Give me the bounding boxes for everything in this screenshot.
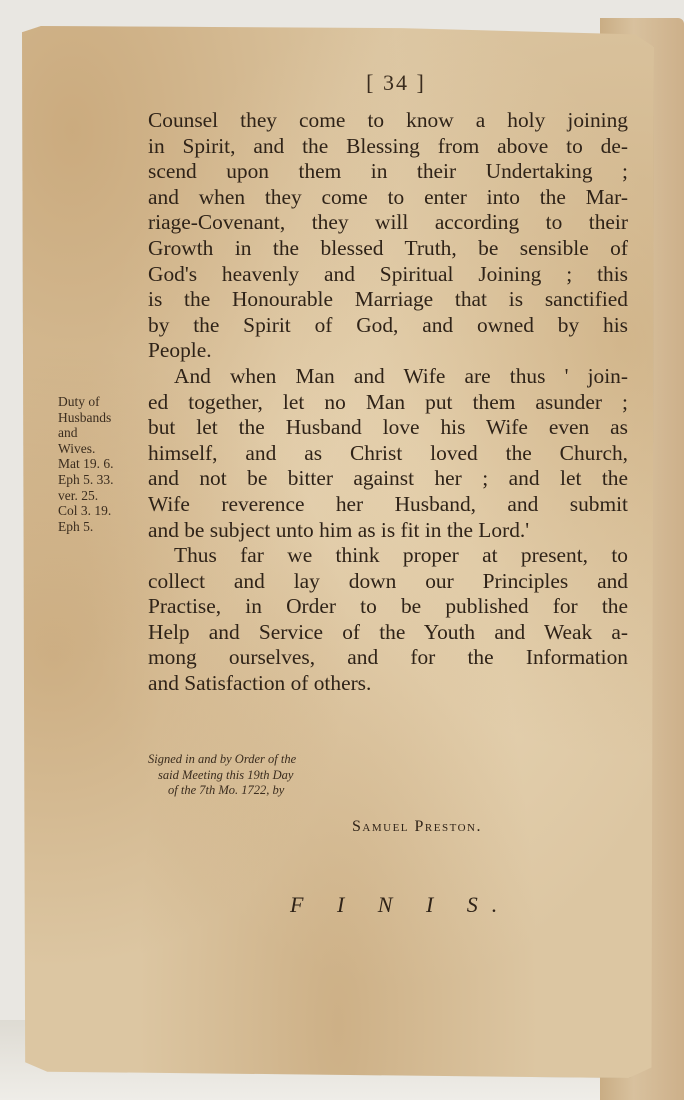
- text-line: himself, and as Christ loved the Church,: [148, 440, 628, 465]
- text-line: Growth in the blessed Truth, be sensible of: [148, 235, 628, 260]
- signature-line: Signed in and by Order of the: [148, 752, 297, 766]
- text-line: Thus far we think proper at present, to: [174, 543, 628, 568]
- text-line: and not be bitter against her ; and let the: [148, 466, 628, 491]
- text-line: and be subject unto him as is fit in the Lord.': [148, 517, 530, 542]
- text-line: by the Spirit of God, and owned by his: [148, 312, 628, 337]
- text-line: Wife reverence her Husband, and submit: [148, 491, 628, 516]
- signature-line: of the 7th Mo. 1722, by: [168, 783, 285, 797]
- signature-line: said Meeting this 19th Day: [158, 767, 294, 782]
- text-line: is the Honourable Marriage that is sanctified: [148, 287, 628, 312]
- text-line: scend upon them in their Undertaking ;: [148, 159, 628, 184]
- text-line: People.: [148, 338, 212, 363]
- margin-note-line: Husbands: [58, 409, 112, 425]
- text-line: but let the Husband love his Wife even as: [148, 415, 628, 440]
- body-text: [148, 108, 628, 697]
- text-line: and when they come to enter into the Mar-: [148, 184, 628, 209]
- text-line: And when Man and Wife are thus ' join-: [174, 363, 628, 388]
- margin-note-line: Eph 5. 33.: [58, 471, 114, 487]
- text-line: riage-Covenant, they will according to their: [148, 210, 628, 235]
- text-line: ed together, let no Man put them asunder ;: [148, 389, 628, 414]
- margin-note: [58, 394, 148, 534]
- signature-note: [148, 752, 388, 799]
- margin-note-line: Eph 5.: [58, 518, 94, 534]
- text-line: in Spirit, and the Blessing from above to de-: [148, 133, 628, 158]
- margin-note-line: ver. 25.: [58, 487, 99, 503]
- margin-note-line: Duty of: [58, 394, 100, 409]
- page-number: [ 34 ]: [366, 70, 426, 95]
- text-line: mong ourselves, and for the Information: [148, 645, 628, 670]
- text-line: Counsel they come to know a holy joining: [148, 108, 628, 132]
- text-line: God's heavenly and Spiritual Joining ; this: [148, 261, 628, 286]
- finis-mark: F I N I S.: [290, 892, 512, 917]
- signer-name: Samuel Preston.: [352, 818, 482, 835]
- text-line: Practise, in Order to be published for the: [148, 594, 628, 619]
- margin-note-line: Mat 19. 6.: [58, 456, 114, 472]
- text-line: Help and Service of the Youth and Weak a-: [148, 619, 628, 644]
- margin-note-line: and: [58, 425, 78, 441]
- margin-note-line: Wives.: [58, 440, 96, 456]
- margin-note-line: Col 3. 19.: [58, 503, 112, 519]
- text-line: and Satisfaction of others.: [148, 671, 372, 696]
- text-line: collect and lay down our Principles and: [148, 568, 628, 593]
